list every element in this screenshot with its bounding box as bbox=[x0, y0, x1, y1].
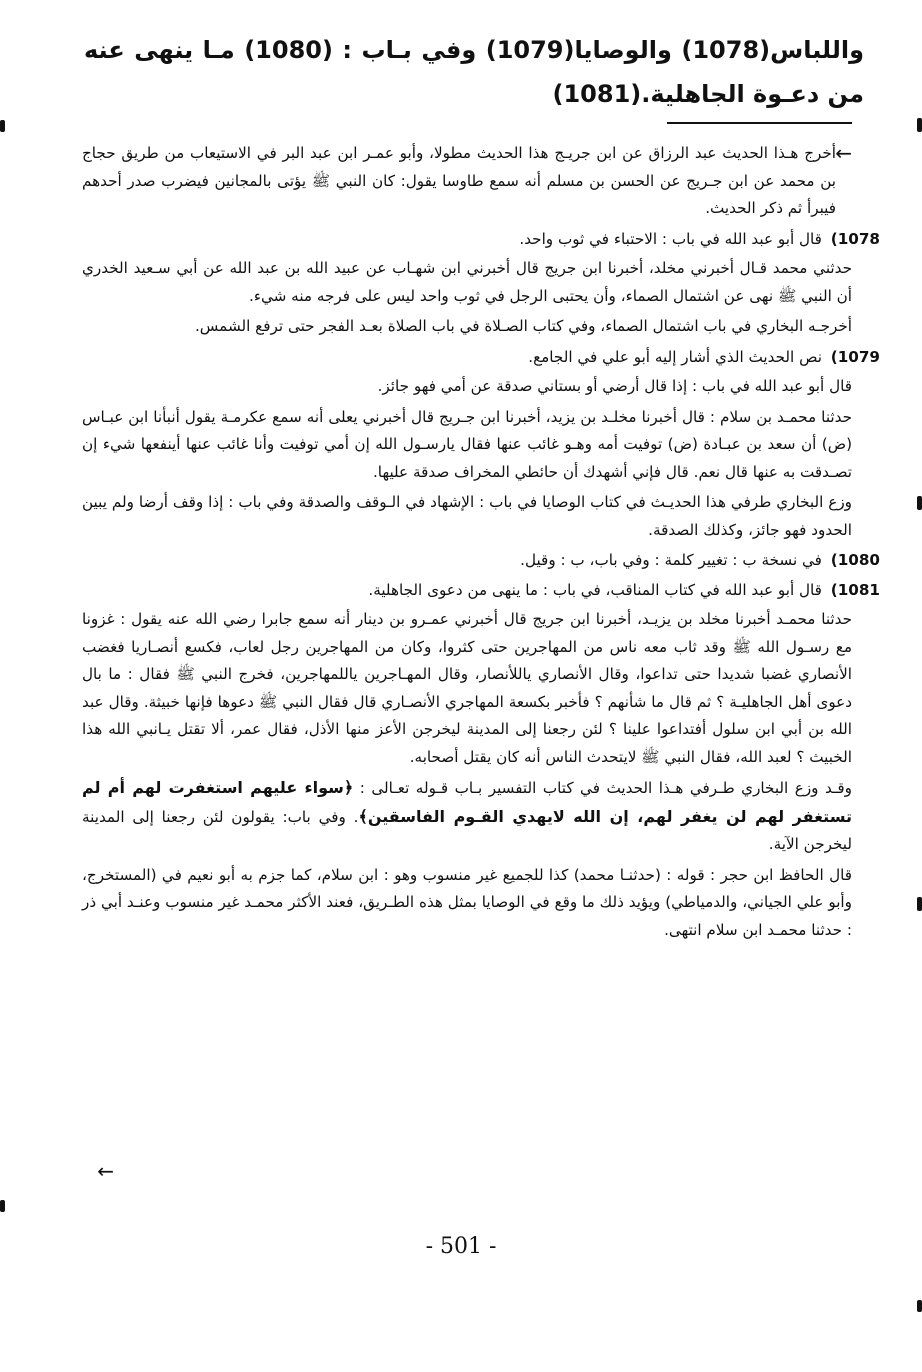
footnote-number: 1078) bbox=[830, 229, 880, 248]
note-paragraph bbox=[82, 255, 852, 310]
margin-mark bbox=[0, 1200, 5, 1212]
note-text: قال أبو عبد الله في كتاب المناقب، في باب : ما ينهى من دعوى الجاهلية. bbox=[368, 580, 822, 599]
note-text: في نسخة ب : تغيير كلمة : وفي باب، ب : وقيل. bbox=[520, 551, 822, 569]
footnote-separator bbox=[667, 122, 852, 124]
note-paragraph bbox=[82, 404, 852, 487]
note-paragraph bbox=[82, 606, 852, 771]
page-number: - 501 - bbox=[425, 1234, 497, 1259]
note-text: قال الحافظ ابن حجر : قوله : (حدثنـا محمد) كذا للجميع غير منسوب وهو : ابن سلام، كما جزم به أبو نعيم في (المستخرج، وأبو علي الجياني، والدمياطي) ويؤيد ذلك ما وقع في الوصايا بمثل هذه الطـريق، فعند الأكثر محمـد غير منسوب وعنـد أبي ذر : حدثنا محمـد ابن سلام انتهى. bbox=[82, 865, 852, 939]
note-text: قال أبو عبد الله في باب : الاحتباء في ثوب واحد. bbox=[519, 229, 822, 248]
footnote-1080 bbox=[82, 547, 880, 575]
margin-mark bbox=[917, 496, 922, 510]
note-paragraph bbox=[82, 140, 836, 223]
quran-verse: ﴿سواء عليهم استغفرت لهم أم لم تستغفر لهم لن يغفر لهم، إن الله لايهدي القـوم الفاسقين﴾ bbox=[82, 778, 852, 826]
footnote-1078 bbox=[82, 226, 880, 254]
note-text: أخرج هـذا الحديث عبد الرزاق عن ابن جريـج هذا الحديث مطولا، وأبو عمـر ابن عبد البر في الاستيعاب من طريق حجاج بن محمد عن ابن جـريج عن الحسن بن مسلم أنه سمع طاوسا يقول: كان النبي ﷺ يؤتى بالمجانين فيضرب صدر أحدهم فيبرأ ثم ذكر الحديث. bbox=[82, 144, 836, 217]
footnote-number: 1080) bbox=[830, 551, 880, 569]
main-text: واللباس(1078) والوصايا(1079) وفي بـاب : (1080) مـا ينهى عنه من دعـوة الجاهلية.(1081) bbox=[84, 36, 864, 108]
note-text: حدثني محمد قـال أخبرني مخلد، أخبرنا ابن جريج قال أخبرني ابن شهـاب عن عبيد الله بن عبد الله عن أبي سـعيد الخدري أن النبي ﷺ نهى عن اشتمال الصماء، وأن يحتبى الرجل في ثوب واحد ليس على فرجه منه شيء. bbox=[82, 259, 852, 305]
final-note bbox=[82, 862, 852, 945]
footnote-number: 1081) bbox=[830, 580, 880, 599]
margin-mark bbox=[917, 1300, 922, 1312]
note-text: أخرجـه البخاري في باب اشتمال الصماء، وفي كتاب الصـلاة في باب الصلاة بعـد الفجر حتى ترفع الشمس. bbox=[194, 317, 852, 335]
footnotes bbox=[82, 140, 880, 947]
note-paragraph bbox=[82, 373, 852, 401]
margin-mark bbox=[917, 897, 922, 911]
continuation-arrow-icon: ← bbox=[835, 141, 852, 165]
footnote-1081 bbox=[82, 577, 880, 605]
note-paragraph bbox=[82, 489, 852, 544]
footnote-number: 1079) bbox=[830, 347, 880, 366]
continuation-arrow-icon: ← bbox=[97, 1159, 114, 1183]
margin-mark bbox=[0, 120, 5, 132]
note-text: . وفي باب: يقولون لئن رجعنا إلى المدينة ليخرجن الآية. bbox=[82, 807, 852, 853]
note-text: حدثنا محمـد بن سلام : قال أخبرنا مخلـد بن يزيد، أخبرنا ابن جـريج قال أخبرني يعلى أنه سمع عكرمـة يقول أنبأنا ابن عبـاس (ض) أن سعد بن عبـادة (ض) توفيت أمه وهـو غائب عنها فقال يارسـول الله إن أمي توفيت وأنا غائب عنها أينفعها شيء إن تصـدقت به عنها قال نعم. قال فإني أشهدك أن حائطي المخراف صدقة عليها. bbox=[82, 407, 852, 481]
note-text: وقـد وزع البخاري طـرفي هـذا الحديث في كتاب التفسير بـاب قـوله تعـالى : bbox=[353, 779, 852, 797]
note-text: نص الحديث الذي أشار إليه أبو علي في الجامع. bbox=[528, 347, 822, 366]
tafsir-paragraph bbox=[82, 774, 852, 859]
note-paragraph bbox=[82, 313, 852, 341]
note-text: قال أبو عبد الله في باب : إذا قال أرضي أو بستاني صدقة عن أمي فهو جائز. bbox=[377, 377, 852, 395]
note-text: حدثنا محمـد أخبرنا مخلد بن يزيـد، أخبرنا ابن جريج قال أخبرني عمـرو بن دينار أنه سمع جابرا رضي الله عنه يقول : غزونا مع رسـول الله ﷺ وقد ثاب معه ناس من المهاجرين حتى كثروا، وكان من المهاجرين رجل لعاب، فكسع أنصـاريا فغضب الأنصاري غضبا شديدا حتى تداعوا، وقال الأنصاري ياللأنصار، وقال المهـاجرين ياللمهاجرين، فخرج النبي ﷺ فقال : ما بال دعوى أهل الجاهليـة ؟ ثم قال ما شأنهم ؟ فأخبر بكسعة المهاجري الأنصـاري قال فقال النبي ﷺ دعوها فإنها خبيثة. وقال عبد الله بن أبي ابن سلول أفتداعوا علينا ؟ لئن رجعنا إلى المدينة ليخرجن الأعز منها الأذل، فقال عمر، ألا تقتل يـانبي الله هذا الخبيث ؟ لعبد الله، فقال النبي ﷺ لايتحدث الناس أنه كان يقتل أصحابه. bbox=[82, 610, 852, 766]
note-text: وزع البخاري طرفي هذا الحديـث في كتاب الوصايا في باب : الإشهاد في الـوقف والصدقة وفي باب : إذا وقف أرضا ولم يبين الحدود فهو جائز، وكذلك الصدقة. bbox=[82, 493, 852, 539]
margin-mark bbox=[917, 118, 922, 132]
footnote-1079 bbox=[82, 344, 880, 372]
